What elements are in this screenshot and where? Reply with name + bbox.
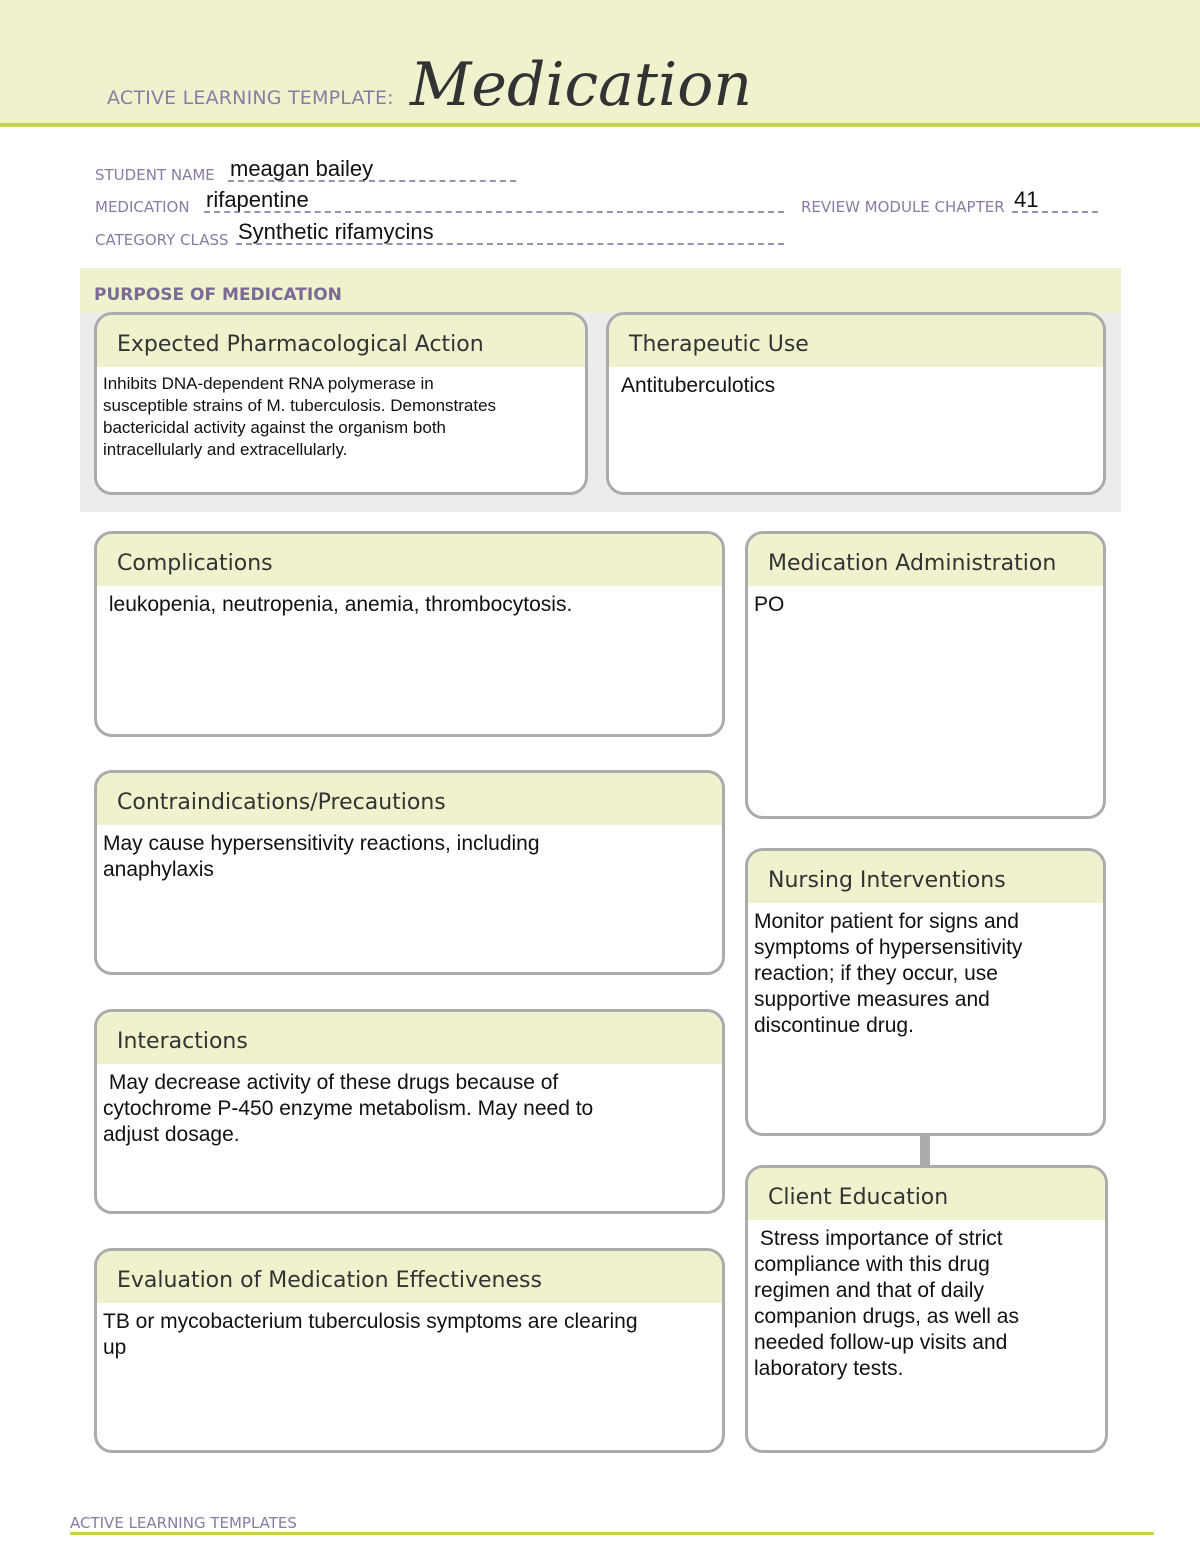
complications-box: [94, 531, 725, 737]
box-title: Client Education: [748, 1168, 1105, 1220]
evaluation-box: [94, 1248, 725, 1453]
category-class-label: CATEGORY CLASS: [95, 231, 229, 249]
evaluation-text[interactable]: TB or mycobacterium tuberculosis symptoms are clearing up: [103, 1310, 638, 1359]
client-education-text[interactable]: Stress importance of strict compliance with this drug regimen and that of daily companion drugs, as well as needed follow-up visits and laboratory tests.: [754, 1227, 1019, 1380]
box-title: Medication Administration: [748, 534, 1103, 586]
review-module-label: REVIEW MODULE CHAPTER: [801, 198, 1005, 216]
therapeutic-use-box: [606, 312, 1106, 495]
category-class-field[interactable]: Synthetic rifamycins: [236, 221, 784, 245]
medication-label: MEDICATION: [95, 198, 190, 216]
footer-divider: [70, 1532, 1154, 1535]
expected-action-text[interactable]: Inhibits DNA-dependent RNA polymerase in susceptible strains of M. tuberculosis. Demonstrates bactericidal activity against the organism both intracellularly and extracellularly.: [103, 374, 497, 459]
page-title: Medication: [410, 50, 752, 120]
box-connector: [920, 1134, 930, 1167]
nursing-interventions-box: [745, 848, 1106, 1136]
box-title: Expected Pharmacological Action: [97, 315, 585, 367]
footer-label: ACTIVE LEARNING TEMPLATES: [70, 1514, 297, 1532]
box-title: Complications: [97, 534, 722, 586]
therapeutic-use-text[interactable]: Antituberculotics: [621, 374, 776, 397]
purpose-title: PURPOSE OF MEDICATION: [80, 268, 1121, 313]
box-title: Contraindications/Precautions: [97, 773, 722, 825]
student-name-label: STUDENT NAME: [95, 166, 215, 184]
contraindications-text[interactable]: May cause hypersensitivity reactions, including anaphylaxis: [103, 832, 540, 881]
medication-field[interactable]: rifapentine: [204, 189, 784, 213]
expected-action-box: [94, 312, 588, 495]
review-module-field[interactable]: 41: [1012, 189, 1098, 213]
box-title: Evaluation of Medication Effectiveness: [97, 1251, 722, 1303]
client-education-box: [745, 1165, 1108, 1453]
administration-box: [745, 531, 1106, 819]
administration-text[interactable]: PO: [754, 593, 785, 616]
box-title: Therapeutic Use: [609, 315, 1103, 367]
interactions-box: [94, 1009, 725, 1214]
box-title: Nursing Interventions: [748, 851, 1103, 903]
box-title: Interactions: [97, 1012, 722, 1064]
nursing-interventions-text[interactable]: Monitor patient for signs and symptoms of hypersensitivity reaction; if they occur, use supportive measures and discontinue drug.: [754, 910, 1023, 1037]
complications-text[interactable]: leukopenia, neutropenia, anemia, thrombocytosis.: [103, 593, 573, 616]
student-name-field[interactable]: meagan bailey: [228, 158, 516, 182]
template-label: ACTIVE LEARNING TEMPLATE:: [107, 87, 394, 109]
template-header: [0, 0, 1200, 127]
contraindications-box: [94, 770, 725, 975]
interactions-text[interactable]: May decrease activity of these drugs because of cytochrome P-450 enzyme metabolism. May need to adjust dosage.: [103, 1071, 594, 1146]
